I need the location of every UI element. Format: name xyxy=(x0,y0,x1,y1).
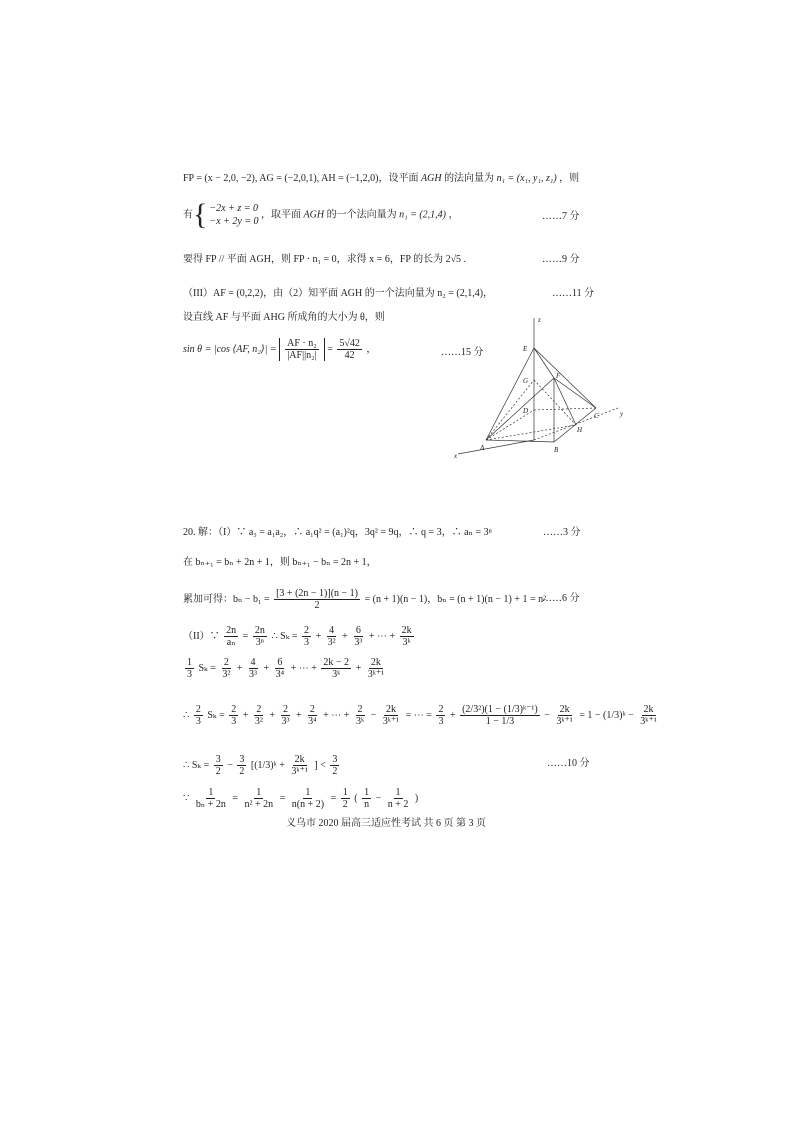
sk-label: Sₖ = xyxy=(207,709,225,721)
t1-num: 2 xyxy=(223,657,229,668)
label-z: z xyxy=(538,316,541,324)
q20-line-6 xyxy=(183,704,661,727)
then-text: ，则 xyxy=(559,173,580,184)
t7-num: 2 xyxy=(438,704,444,715)
t3-den: 3⁴ xyxy=(275,669,285,680)
plus: + xyxy=(263,662,270,674)
edge-ea xyxy=(486,348,534,440)
minus: − xyxy=(370,709,377,721)
t5-den: 3ᵏ xyxy=(355,716,365,727)
minus: − xyxy=(227,759,233,771)
edge-ab xyxy=(486,440,554,442)
t3-num: 1 xyxy=(305,787,311,798)
t2-num: 1 xyxy=(256,787,262,798)
line-1 xyxy=(183,172,579,186)
t2-num: 3 xyxy=(239,754,245,765)
one-normal-text: 的一个法向量为 xyxy=(326,209,397,221)
normal-vector-value: n₁ = (2,1,4) xyxy=(399,209,446,221)
simplified: = 1 − (1/3)ᵏ − xyxy=(579,709,634,721)
equals-chain: = ⋯ = xyxy=(405,709,432,721)
score-3: ……3 分 xyxy=(543,527,581,538)
third-num: 1 xyxy=(187,657,192,668)
sk-label: Sₖ = xyxy=(198,662,216,674)
t2-den: 3² xyxy=(327,637,336,648)
t5-den: 3ᵏ⁺¹ xyxy=(367,669,385,680)
paren-close: ) xyxy=(414,792,419,804)
comma-2: ， xyxy=(366,343,377,355)
third-den: 3 xyxy=(187,669,192,680)
t4-den: 2 xyxy=(332,766,338,777)
t6-den: n + 2 xyxy=(387,799,409,810)
t3-num: 6 xyxy=(355,625,361,636)
therefore: ∴ xyxy=(183,709,190,721)
magnitude-product: |AF||n₂| xyxy=(287,350,317,361)
ellipsis: + ⋯ + xyxy=(323,709,350,721)
q20-line-4 xyxy=(183,625,416,648)
label-g: G xyxy=(523,377,529,385)
t1-num: 3 xyxy=(215,754,221,765)
two-thirds-den: 3 xyxy=(195,716,201,727)
t7-den: 3 xyxy=(438,716,444,727)
t2-den: n² + 2n xyxy=(244,799,274,810)
equals: = xyxy=(330,792,337,804)
sum-den: 2 xyxy=(314,600,320,611)
t3-den: 3ᵏ⁺¹ xyxy=(291,766,308,777)
geometric-num: (2/3²)(1 − (1/3)ᵏ⁻¹) xyxy=(462,704,538,715)
t1-den: 3 xyxy=(304,637,310,648)
f2-num: 2n xyxy=(254,625,265,636)
because: ∵ xyxy=(183,792,190,804)
label-e: E xyxy=(523,345,528,353)
t4-num: 3 xyxy=(332,754,338,765)
label-b: B xyxy=(554,446,559,454)
sin-lhs: sin θ = |cos ⟨AF, n₂⟩| = xyxy=(183,343,277,355)
take-text: ，取平面 xyxy=(261,209,302,221)
q20-line-5 xyxy=(183,657,388,680)
t9-num: 2k xyxy=(643,704,654,715)
equals: = xyxy=(232,792,238,804)
f2-den: 3ⁿ xyxy=(255,637,264,648)
plus: + xyxy=(296,709,302,721)
t3-den: n(n + 2) xyxy=(291,799,325,810)
equals: = xyxy=(279,792,286,804)
have-text: 有 xyxy=(183,209,193,221)
t2-den: 3³ xyxy=(249,669,257,680)
plus: + xyxy=(242,709,249,721)
line-6 xyxy=(183,338,376,361)
label-h: H xyxy=(577,426,583,434)
t3-den: 3³ xyxy=(281,716,290,727)
t1-num: 2 xyxy=(231,704,237,715)
f1-num: 2n xyxy=(226,625,237,636)
bracket-close: ] < xyxy=(314,759,326,771)
t8-num: 2k xyxy=(559,704,570,715)
label-a: A xyxy=(480,444,485,452)
t4-den: 3⁴ xyxy=(308,716,317,727)
t2-num: 4 xyxy=(250,657,256,668)
geometry-figure xyxy=(450,312,630,462)
paren-open: ( xyxy=(354,792,358,804)
t6-den: 3ᵏ⁺¹ xyxy=(382,716,400,727)
minus: − xyxy=(375,792,382,804)
two-thirds-num: 2 xyxy=(195,704,201,715)
t6-num: 2k xyxy=(385,704,396,715)
equation-2: −x + 2y = 0 xyxy=(209,216,259,227)
t4-den: 2 xyxy=(342,799,348,810)
plus: + xyxy=(315,630,322,642)
q20-line-3 xyxy=(183,588,546,611)
edge-ef xyxy=(534,348,554,378)
score-10: ……10 分 xyxy=(547,758,590,769)
ellipsis: + ⋯ + xyxy=(368,630,396,642)
page-footer: 义乌市 2020 届高三适应性考试 共 6 页 第 3 页 xyxy=(286,818,486,829)
x-axis xyxy=(458,440,534,454)
plus: + xyxy=(269,709,276,721)
t1-den: 3 xyxy=(231,716,237,727)
q20-line-7 xyxy=(183,754,341,777)
score-11: ……11 分 xyxy=(552,288,595,299)
t3-den: 3³ xyxy=(354,637,363,648)
t1-den: 3² xyxy=(222,669,231,680)
edge-dc xyxy=(534,408,596,410)
t4-den: 3ᵏ xyxy=(402,637,411,648)
t1-den: 2 xyxy=(215,766,221,777)
eq-1: = xyxy=(242,630,249,642)
t3-num: 2 xyxy=(283,704,289,715)
sum-num: [3 + (2n − 1)](n − 1) xyxy=(276,588,358,599)
plane-name: AGH xyxy=(421,173,442,184)
minus: − xyxy=(544,709,550,721)
t3-num: 6 xyxy=(277,657,283,668)
t5-num: 2k xyxy=(370,657,381,668)
result-num: 5√42 xyxy=(339,338,360,349)
t1-den: bₙ + 2n xyxy=(195,799,226,810)
label-x: x xyxy=(454,452,458,460)
score-7: ……7 分 xyxy=(542,211,580,222)
equals: = xyxy=(327,343,333,355)
t2-num: 4 xyxy=(329,625,335,636)
comma: ， xyxy=(448,209,459,221)
line-3: 要得 FP // 平面 AGH，则 FP · n₁ = 0，求得 x = 6，FP 的长为 2√5 . xyxy=(183,254,467,265)
q20-line-2: 在 bₙ₊₁ = bₙ + 2n + 1，则 bₙ₊₁ − bₙ = 2n + 1， xyxy=(183,557,377,568)
label-f: F xyxy=(556,372,561,380)
t4-den: 3ᵏ xyxy=(332,669,341,680)
plus: + xyxy=(236,662,243,674)
normal-vector: n₁ = (x₁, y₁, z₁) xyxy=(496,173,557,184)
part2-label: （II）∵ xyxy=(183,630,220,642)
plus: + xyxy=(449,709,456,721)
t4-num: 2k xyxy=(401,625,412,636)
line-2 xyxy=(183,200,458,230)
geometric-den: 1 − 1/3 xyxy=(485,716,515,727)
dot-product: AF · n₂ xyxy=(287,338,317,349)
t4-num: 2 xyxy=(309,704,315,715)
t4-num: 1 xyxy=(342,787,348,798)
plus: + xyxy=(342,630,348,642)
t9-den: 3ᵏ⁺¹ xyxy=(640,716,657,727)
bracket-open: [(1/3)ᵏ + xyxy=(250,759,285,771)
t6-num: 1 xyxy=(395,787,401,798)
vectors-text: FP = (x − 2,0, −2), AG = (−2,0,1), AH = (−1,2,0)，设平面 xyxy=(183,173,419,184)
label-d: D xyxy=(523,407,529,415)
bn-result: = (n + 1)(n − 1)，bₙ = (n + 1)(n − 1) + 1 = n² xyxy=(364,593,547,605)
t5-den: n xyxy=(364,799,370,810)
q20-line-8 xyxy=(183,787,418,810)
abs-fraction xyxy=(279,338,325,361)
f1-den: aₙ xyxy=(226,637,236,648)
sk-label: ∴ Sₖ = xyxy=(183,759,210,771)
edge-gh xyxy=(534,380,576,425)
t3-num: 2k xyxy=(294,754,305,765)
brace-symbol: { xyxy=(193,198,208,231)
t2-num: 2 xyxy=(256,704,262,715)
plus: + xyxy=(355,662,362,674)
normal-text: 的法向量为 xyxy=(444,173,495,184)
line-4: （III）AF = (0,2,2)，由（2）知平面 AGH 的一个法向量为 n₂ = (2,1,4)， xyxy=(183,288,494,299)
t5-num: 2 xyxy=(357,704,363,715)
accumulate-text: 累加可得：bₙ − b₁ = xyxy=(183,593,270,605)
t1-num: 1 xyxy=(208,787,214,798)
edge-fc xyxy=(554,378,596,408)
sk-label: ∴ Sₖ = xyxy=(271,630,298,642)
line-5: 设直线 AF 与平面 AHG 所成角的大小为 θ，则 xyxy=(183,312,385,323)
t1-num: 2 xyxy=(304,625,310,636)
label-c: C xyxy=(594,412,599,420)
t4-num: 2k − 2 xyxy=(323,657,350,668)
score-9: ……9 分 xyxy=(542,254,580,265)
edge-ec xyxy=(534,348,596,408)
edge-fa xyxy=(486,378,554,440)
equation-system xyxy=(209,202,258,228)
ellipsis: + ⋯ + xyxy=(290,662,317,674)
result-den: 42 xyxy=(344,350,355,361)
score-6: ……6 分 xyxy=(542,593,580,604)
plane-name-2: AGH xyxy=(303,209,325,221)
t5-num: 1 xyxy=(364,787,370,798)
q20-line-1: 20. 解：（I）∵ a₃ = a₁a₂，∴ a₁q² = (a₁)²q，3q² = 9q，∴ q = 3，∴ aₙ = 3ⁿ xyxy=(183,527,492,538)
equation-1: −2x + z = 0 xyxy=(209,203,258,214)
t8-den: 3ᵏ⁺¹ xyxy=(556,716,573,727)
score-15: ……15 分 xyxy=(441,347,484,358)
label-y: y xyxy=(620,410,624,418)
t2-den: 2 xyxy=(239,766,245,777)
edge-bc xyxy=(554,408,596,442)
t2-den: 3² xyxy=(254,716,263,727)
